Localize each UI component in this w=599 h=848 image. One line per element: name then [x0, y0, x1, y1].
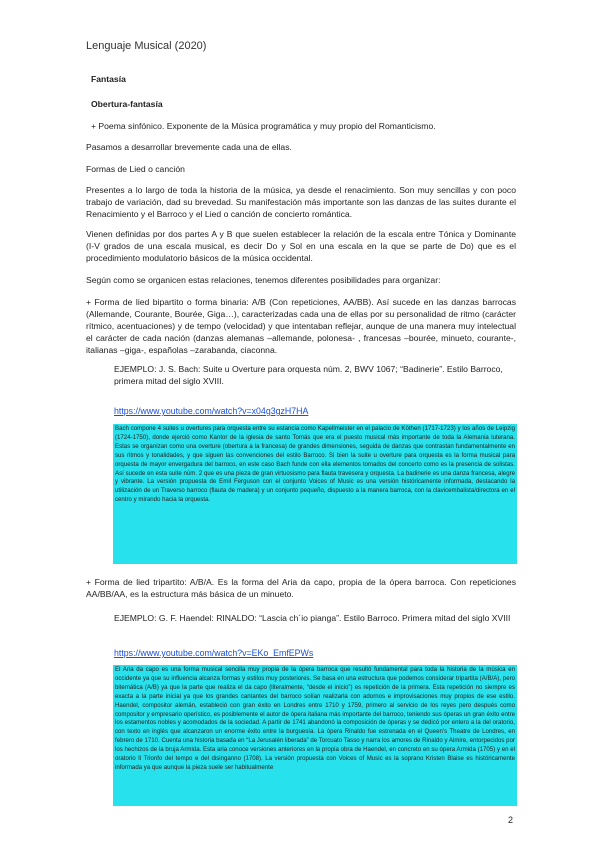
document-header: Lenguaje Musical (2020): [86, 40, 207, 52]
list-item-fantasia: Fantasía: [91, 74, 126, 84]
paragraph-bipartito: + Forma de lied bipartito o forma binaria: A/B (Con repeticiones, AA/BB). Así sucede en las danzas barrocas (Allemande, Courante, Bourée, Giga…), caracterizadas cada una de ellas por su personalidad de ritmo (carácter rítmico, acentuaciones) y de tempo (velocidad) y que intentaban reflejar, aunque de una manera muy intelectual el carácter de cada nación (danzas alemanas –allemande, polonesa- , francesas –bourée, minueto, courante-, italianas –giga-, españolas –zarabanda, ciaconna.: [86, 297, 516, 355]
section-heading: Formas de Lied o canción: [86, 164, 185, 174]
intro-paragraph: Pasamos a desarrollar brevemente cada una de ellas.: [86, 142, 292, 152]
example-bach: EJEMPLO: J. S. Bach: Suite u Overture para orquesta núm. 2, BWV 1067; “Badinerie”. Estilo Barroco, primera mitad del siglo XVIII.: [114, 364, 503, 386]
paragraph-definidas: Vienen definidas por dos partes A y B que suelen establecer la relación de la escala entre Tónica y Dominante (I-V grados de una escala musical, es decir Do y Sol en una escala en la que se parte de Do) que es el procedimiento modulatorio básicos de la música occidental.: [86, 229, 516, 263]
paragraph-organizar: Según como se organicen estas relaciones, tenemos diferentes posibilidades para organizar:: [86, 275, 441, 285]
highlight-haendel: El Aria da capo es una forma musical sencilla muy propia de la ópera barroca que resultó fundamental para toda la historia de la música en occidente ya que su influencia alcanza formas y estilos muy posteriores. Se basa en una estructura que podemos considerar tripartita (A/B/A), pero bitemática (A/B) ya que la parte que realiza el da capo (literalmente, “desde el inicio”) es repetición de la primera. Esta repetición no siempre es exacta a la parte inicial ya que los grandes cantantes del barroco solían realizarla con adornos e improvisaciones muy propios de ese estilo. Haendel, compositor alemán, estableció con gran éxito en Londres entre 1710 y 1759, primero al servicio de los reyes pero después como compositor y empresario operístico, es posiblemente el autor de ópera italiana más importante del barroco, teniendo sus óperas un gran éxito entre los estamentos nobles y acomodados de la sociedad. A partir de 1741 abandonó la composición de óperas y se dedicó por entero a la del oratorio, con texto en inglés que alcanzaron un enorme éxito entre la burguesía. La ópera Rinaldo fue estrenada en el Queen’s Theatre de Londres, en febrero de 1710. Cuenta una historia basada en “La Jerusalén liberada” de Torcuato Tasso y narra los amores de Rinaldo y Almire, entorpecidos por los hechizos de la bruja Armida. Esta aria conoce versiones anteriores en la propia obra de Haendel, en concreto en su ópera Armida (1705) y en el oratorio Il Trionfo del tempo e del disinganno (1708). La versión propuesta con Voices of Music es la soprano Kristen Blaise es históricamente informada ya que aunque la pieza suele ser habitualmente: [113, 665, 517, 806]
highlight-bach: Bach compone 4 suites u overtures para orquesta entre su estancia como Kapellmeister en el palacio de Köthen (1717-1723) y los años de Leipzig (1724-1750), donde ejerció como Kantor de la iglesia de santo Tomás que era el puesto musical más importante de toda la Alemania luterana. Estas se organizan como una overture (obertura a la francesa) de grandes dimensiones, seguida de danzas que contrastan fundamentalmente en sus ritmos y tonalidades, y que siguen las convenciones del estilo Barroco. Si bien la suite u overture para orquesta es la forma musical para orquesta de mayor envergadura del barroco, en este caso Bach funde con ella elementos tomados del concerto como es la presencia de solistas. Así sucede en esta suite núm. 2 que es una pieza de gran virtuosismo para flauta travesera y orquesta. La badinerie es una danza francesa, alegre y vibrante. La versión propuesta de Emil Ferguson con el conjunto Voices of Music es una versión históricamente informada, destacando la utilización de un Traverso barroco (flauta de madera) y un conjunto pequeño, dispuesto a la manera barroca, con la clavicembalista/directora en el centro y mirando hacia la orquesta.: [113, 424, 517, 564]
list-item-poema: + Poema sinfónico. Exponente de la Música programática y muy propio del Romanticismo.: [91, 121, 436, 131]
paragraph-presentes: Presentes a lo largo de toda la historia de la música, ya desde el renacimiento. Son muy sencillas y con poco trabajo de variación, dad su brevedad. Su manifestación más importante son las danzas de las suites durante el Renacimiento y el Barroco y el Lied o canción de concierto romántica.: [86, 185, 516, 219]
example-haendel: EJEMPLO: G. F. Haendel: RINALDO: “Lascia ch´io pianga”. Estilo Barroco. Primera mitad del siglo XVIII: [114, 613, 511, 623]
list-item-obertura: Obertura-fantasía: [91, 99, 163, 109]
page-number: 2: [508, 815, 514, 825]
youtube-link-haendel[interactable]: https://www.youtube.com/watch?v=EKo_EmfEPWs: [114, 648, 314, 658]
youtube-link-bach[interactable]: https://www.youtube.com/watch?v=x04g3gzH7HA: [114, 406, 309, 416]
paragraph-tripartito: + Forma de lied tripartito: A/B/A. Es la forma del Aria da capo, propia de la ópera barroca. Con repeticiones AA/BB/AA, es la estructura más básica de un minueto.: [86, 577, 516, 599]
